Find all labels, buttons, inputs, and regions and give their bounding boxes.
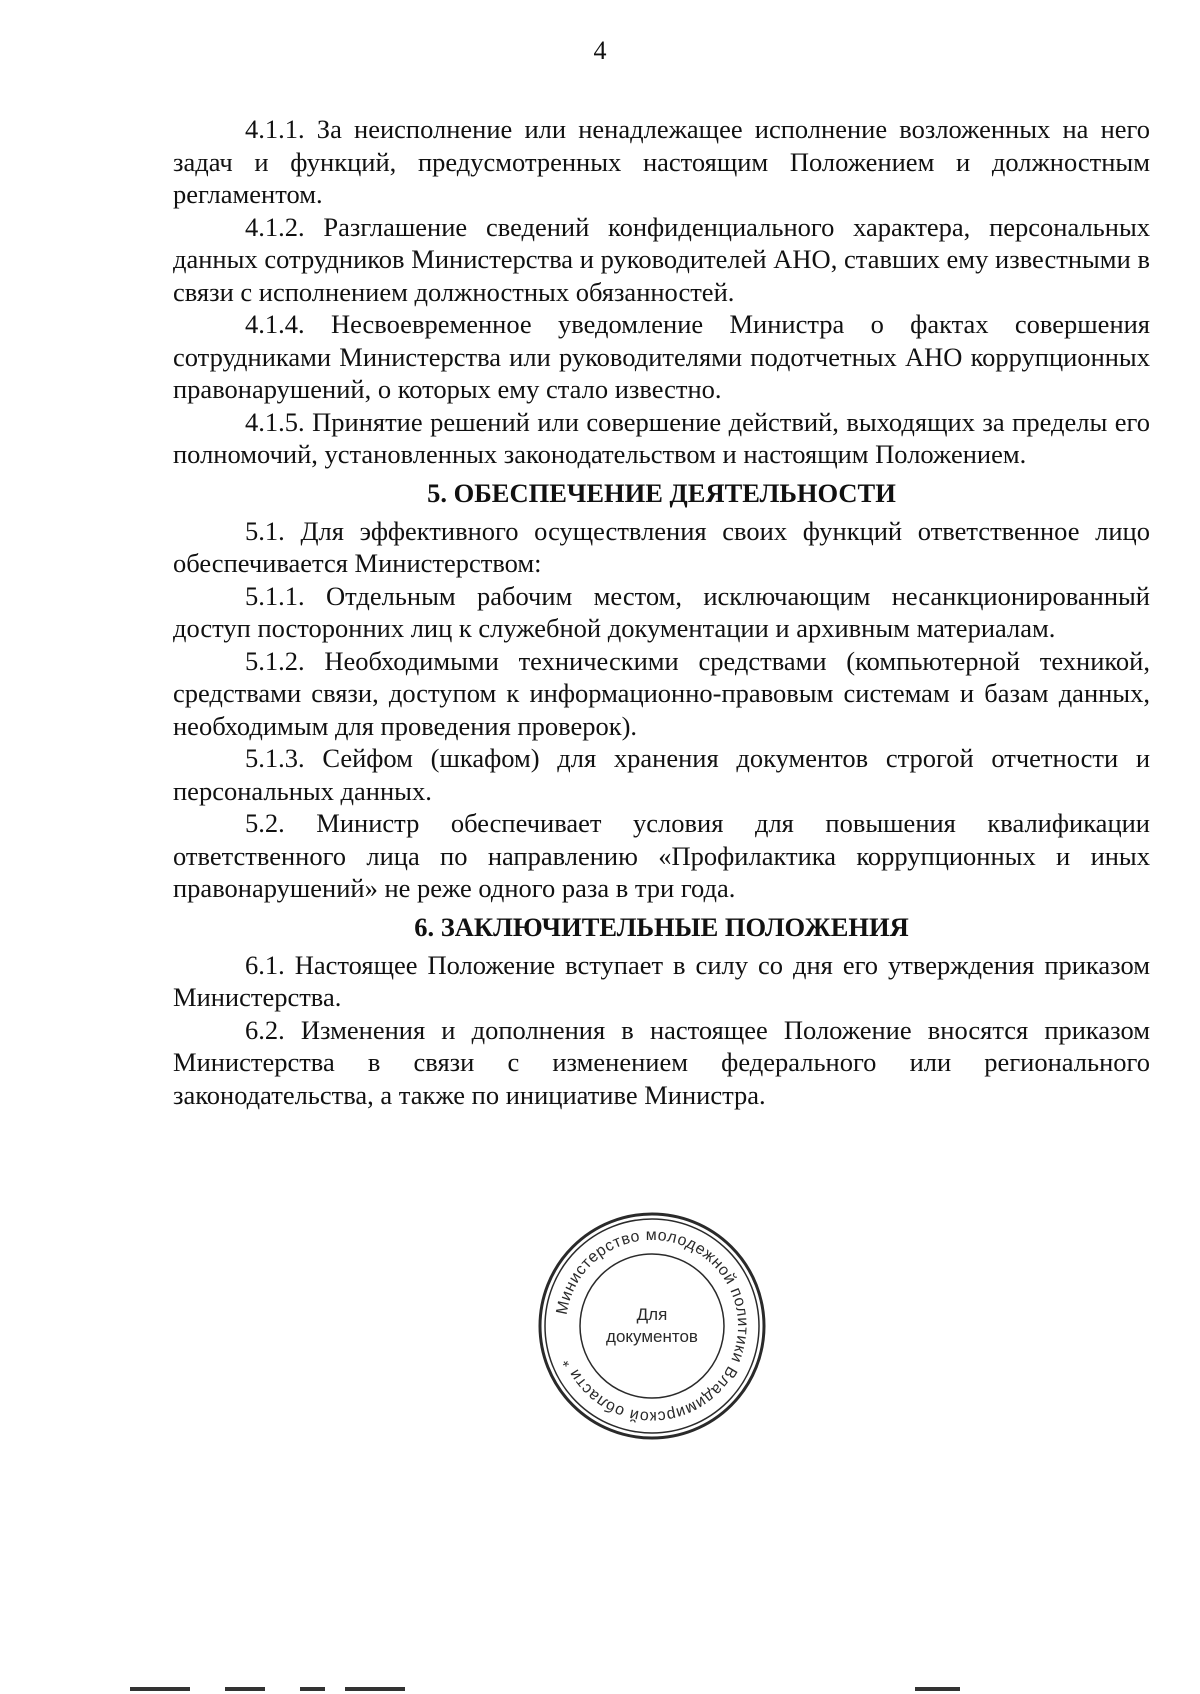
document-body <box>173 113 1150 1111</box>
section-5-title: 5. ОБЕСПЕЧЕНИЕ ДЕЯТЕЛЬНОСТИ <box>427 477 896 508</box>
paragraph-6-2: 6.2. Изменения и дополнения в настоящее Положение вносятся приказом Министерства в связи с изменением федерального или регионального законодательства, а также по инициативе Министра. <box>173 1014 1150 1110</box>
stamp-seal-icon <box>536 1210 768 1442</box>
stamp-ring-text: Министерство молодежной политики Владимирской области * <box>553 1226 752 1426</box>
paragraph-5-2: 5.2. Министр обеспечивает условия для повышения квалификации ответственного лица по направлению «Профилактика коррупционных и иных правонарушений» не реже одного раза в три года. <box>173 808 1150 903</box>
scan-mark <box>300 1687 325 1691</box>
paragraph-5-1-3: 5.1.3. Сейфом (шкафом) для хранения документов строгой отчетности и персональных данных. <box>173 743 1150 806</box>
scan-mark <box>130 1687 190 1691</box>
scan-mark <box>345 1687 405 1691</box>
paragraph-4-1-2: 4.1.2. Разглашение сведений конфиденциального характера, персональных данных сотрудников Министерства и руководителей АНО, ставших ему известными в связи с исполнением должностных обязанностей. <box>173 211 1150 307</box>
paragraph-6-1: 6.1. Настоящее Положение вступает в силу со дня его утверждения приказом Министерства. <box>173 949 1150 1012</box>
section-6-title: 6. ЗАКЛЮЧИТЕЛЬНЫЕ ПОЛОЖЕНИЯ <box>414 911 909 942</box>
official-stamp <box>536 1210 768 1442</box>
paragraph-5-1: 5.1. Для эффективного осуществления своих функций ответственное лицо обеспечивается Министерством: <box>173 515 1150 578</box>
scan-mark <box>915 1687 960 1691</box>
scan-mark <box>225 1687 265 1691</box>
bottom-scan-artifacts <box>0 1684 1200 1694</box>
paragraph-5-1-2: 5.1.2. Необходимыми техническими средствами (компьютерной техникой, средствами связи, доступом к информационно-правовым системам и базам данных, необходимым для проведения проверок). <box>173 645 1150 741</box>
stamp-center-line1: Для <box>636 1305 668 1324</box>
paragraph-4-1-1: 4.1.1. За неисполнение или ненадлежащее исполнение возложенных на него задач и функций, предусмотренных настоящим Положением и должностным регламентом. <box>173 114 1150 209</box>
paragraph-5-1-1: 5.1.1. Отдельным рабочим местом, исключающим несанкционированный доступ посторонних лиц к служебной документации и архивным материалам. <box>173 580 1150 643</box>
paragraph-4-1-5: 4.1.5. Принятие решений или совершение действий, выходящих за пределы его полномочий, установленных законодательством и настоящим Положением. <box>173 406 1150 469</box>
paragraph-4-1-4: 4.1.4. Несвоевременное уведомление Министра о фактах совершения сотрудниками Министерства или руководителями подотчетных АНО коррупционных правонарушений, о которых ему стало известно. <box>173 309 1150 404</box>
page-number: 4 <box>593 36 607 65</box>
stamp-center-line2: документов <box>606 1327 698 1346</box>
